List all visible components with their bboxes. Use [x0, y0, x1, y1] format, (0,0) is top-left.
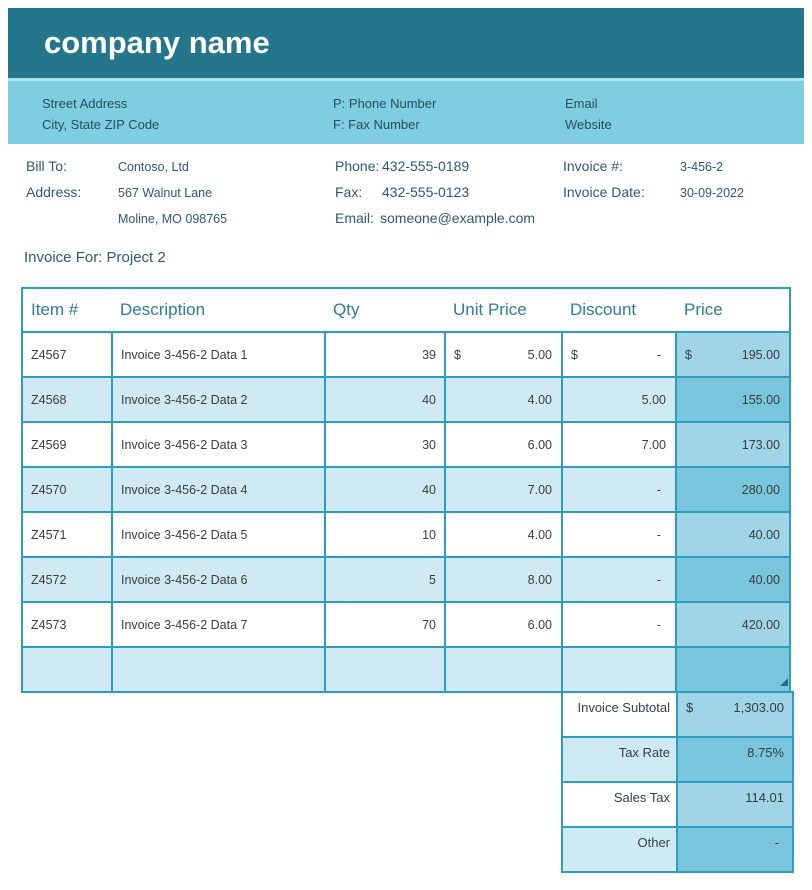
phone-label: Phone: — [335, 158, 380, 174]
email-value: someone@example.com — [380, 210, 536, 226]
discount-cell — [562, 512, 676, 557]
discount-cell-value: - — [656, 572, 661, 587]
item-number-cell: Z4569 — [22, 422, 112, 467]
qty-cell: 30 — [325, 422, 445, 467]
price-cell — [676, 512, 790, 557]
summary-table-body — [562, 692, 793, 872]
invoice-date-label: Invoice Date: — [563, 184, 645, 200]
price-cell-value: 420.00 — [741, 617, 780, 632]
column-header-unit-price: Unit Price — [445, 288, 562, 332]
column-header-discount: Discount — [562, 288, 676, 332]
summary-row — [562, 782, 793, 827]
description-cell: Invoice 3-456-2 Data 7 — [112, 602, 325, 647]
fax-value: 432-555-0123 — [382, 184, 470, 200]
item-number-cell: Z4572 — [22, 557, 112, 602]
table-row — [22, 512, 790, 557]
unit-price-cell — [445, 467, 562, 512]
qty-cell: 70 — [325, 602, 445, 647]
description-cell: Invoice 3-456-2 Data 5 — [112, 512, 325, 557]
unit-price-cell-value: 8.00 — [527, 572, 552, 587]
city-state-zip: City, State ZIP Code — [42, 117, 160, 132]
qty-cell: 40 — [325, 377, 445, 422]
discount-cell-value: - — [656, 617, 661, 632]
fax-label: Fax: — [335, 184, 363, 200]
price-cell-value: 155.00 — [741, 392, 780, 407]
discount-cell — [562, 647, 676, 692]
description-cell: Invoice 3-456-2 Data 6 — [112, 557, 325, 602]
discount-cell — [562, 332, 676, 377]
contact-band — [8, 81, 804, 144]
discount-cell-value: 7.00 — [641, 437, 666, 452]
item-number-cell: Z4571 — [22, 512, 112, 557]
price-cell — [676, 422, 790, 467]
price-cell-value: 195.00 — [741, 347, 780, 362]
invoice-number-label: Invoice #: — [563, 158, 623, 174]
table-row — [22, 467, 790, 512]
column-header-item-number: Item # — [22, 288, 112, 332]
summary-value-cell-value: 114.01 — [745, 790, 784, 805]
price-cell — [676, 602, 790, 647]
discount-cell-value: - — [656, 527, 661, 542]
discount-cell — [562, 467, 676, 512]
description-cell: Invoice 3-456-2 Data 4 — [112, 467, 325, 512]
description-cell: Invoice 3-456-2 Data 1 — [112, 332, 325, 377]
table-row — [22, 332, 790, 377]
currency-symbol: $ — [454, 347, 461, 362]
qty-cell: 10 — [325, 512, 445, 557]
unit-price-cell — [445, 377, 562, 422]
price-cell — [676, 377, 790, 422]
summary-value-cell-value: 1,303.00 — [733, 700, 784, 715]
band-email: Email — [565, 96, 598, 111]
summary-row — [562, 827, 793, 872]
summary-value-cell — [677, 827, 793, 872]
discount-cell — [562, 557, 676, 602]
column-header-price: Price — [676, 288, 790, 332]
unit-price-cell-value: 4.00 — [527, 527, 552, 542]
item-number-cell: Z4573 — [22, 602, 112, 647]
price-cell-value: 40.00 — [748, 527, 780, 542]
bill-to-label: Bill To: — [26, 158, 67, 174]
item-number-cell: Z4567 — [22, 332, 112, 377]
summary-value-cell — [677, 692, 793, 737]
unit-price-cell-value: 6.00 — [527, 617, 552, 632]
price-cell — [676, 557, 790, 602]
price-cell-value: 173.00 — [741, 437, 780, 452]
address-label: Address: — [26, 184, 82, 200]
phone-value: 432-555-0189 — [382, 158, 470, 174]
unit-price-cell-value: 5.00 — [527, 347, 552, 362]
summary-label-cell: Other — [562, 827, 677, 872]
summary-table — [561, 691, 794, 873]
table-row — [22, 377, 790, 422]
description-cell — [112, 647, 325, 692]
summary-label-cell: Invoice Subtotal — [562, 692, 677, 737]
address-line1: 567 Walnut Lane — [118, 186, 213, 200]
qty-cell: 40 — [325, 467, 445, 512]
item-number-cell: Z4570 — [22, 467, 112, 512]
band-website: Website — [565, 117, 612, 132]
discount-cell-value: - — [656, 347, 661, 362]
discount-cell-value: - — [656, 482, 661, 497]
currency-symbol: $ — [686, 700, 694, 715]
unit-price-cell — [445, 602, 562, 647]
bill-to-name: Contoso, Ltd — [118, 160, 189, 174]
column-header-qty: Qty — [325, 288, 445, 332]
address-line2: Moline, MO 098765 — [118, 212, 228, 226]
table-row — [22, 647, 790, 692]
unit-price-cell — [445, 557, 562, 602]
unit-price-cell — [445, 422, 562, 467]
qty-cell — [325, 647, 445, 692]
unit-price-cell — [445, 332, 562, 377]
item-number-cell: Z4568 — [22, 377, 112, 422]
table-header-row — [22, 288, 790, 332]
qty-cell: 5 — [325, 557, 445, 602]
currency-symbol: $ — [685, 347, 692, 362]
summary-label-cell: Tax Rate — [562, 737, 677, 782]
summary-value-cell-value: 8.75% — [747, 745, 784, 760]
discount-cell-value: 5.00 — [641, 392, 666, 407]
description-cell: Invoice 3-456-2 Data 2 — [112, 377, 325, 422]
contact-phone-block — [333, 93, 436, 135]
currency-symbol: $ — [571, 347, 578, 362]
table-row — [22, 557, 790, 602]
invoice-number-value: 3-456-2 — [680, 160, 724, 174]
price-cell — [676, 647, 790, 692]
invoice-for-title: Invoice For: Project 2 — [24, 249, 166, 266]
company-name: company name — [44, 25, 270, 60]
qty-cell: 39 — [325, 332, 445, 377]
summary-label-cell: Sales Tax — [562, 782, 677, 827]
email-label: Email: — [335, 210, 374, 226]
summary-row — [562, 737, 793, 782]
price-cell — [676, 332, 790, 377]
invoice-date-value: 30-09-2022 — [680, 186, 744, 200]
discount-cell — [562, 602, 676, 647]
contact-address-block — [42, 93, 159, 135]
description-cell: Invoice 3-456-2 Data 3 — [112, 422, 325, 467]
column-header-description: Description — [112, 288, 325, 332]
band-phone: P: Phone Number — [333, 96, 437, 111]
discount-cell — [562, 377, 676, 422]
unit-price-cell — [445, 647, 562, 692]
table-row — [22, 422, 790, 467]
price-cell-value: 280.00 — [741, 482, 780, 497]
invoice-table-body — [22, 332, 790, 692]
street-address: Street Address — [42, 96, 128, 111]
unit-price-cell-value: 4.00 — [527, 392, 552, 407]
price-cell — [676, 467, 790, 512]
summary-value-cell — [677, 782, 793, 827]
summary-value-cell-value: - — [774, 835, 779, 850]
contact-online-block — [565, 93, 612, 135]
summary-value-cell — [677, 737, 793, 782]
item-number-cell — [22, 647, 112, 692]
discount-cell — [562, 422, 676, 467]
table-row — [22, 602, 790, 647]
band-fax: F: Fax Number — [333, 117, 420, 132]
unit-price-cell-value: 6.00 — [527, 437, 552, 452]
price-cell-value: 40.00 — [748, 572, 780, 587]
summary-row — [562, 692, 793, 737]
unit-price-cell-value: 7.00 — [527, 482, 552, 497]
invoice-table — [21, 287, 791, 693]
company-header — [8, 8, 804, 78]
unit-price-cell — [445, 512, 562, 557]
